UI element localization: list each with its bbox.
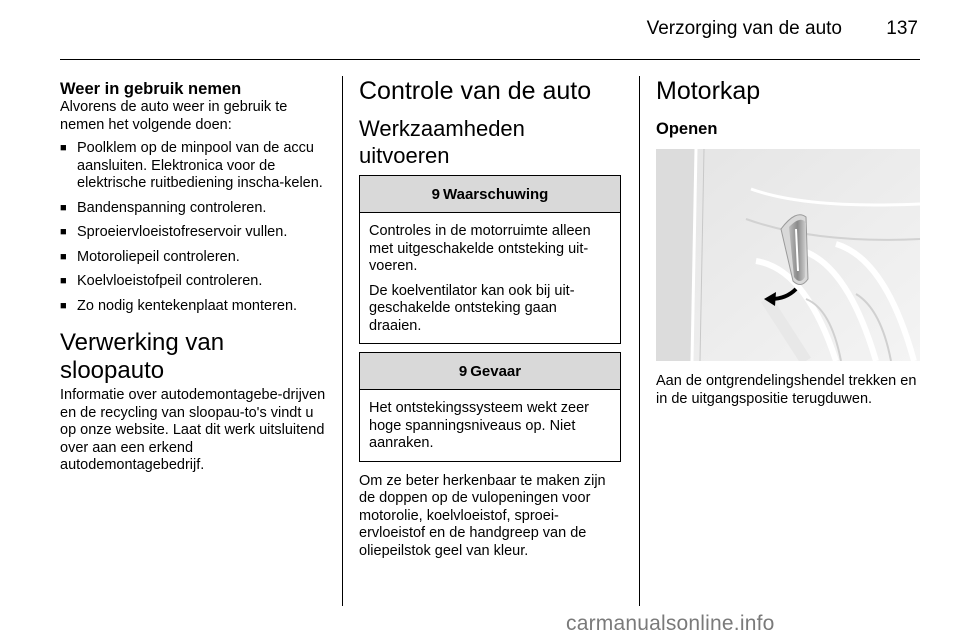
- page-number: 137: [886, 18, 918, 39]
- warning-body: [360, 213, 620, 343]
- hood-release-lever-illustration: [656, 149, 920, 361]
- column-divider-2: [639, 76, 640, 606]
- danger-icon: 9: [458, 362, 468, 380]
- section-heading-reuse: Weer in gebruik nemen: [60, 80, 242, 98]
- list-item: ■ Bandenspanning controleren.: [60, 200, 330, 218]
- list-item: ■ Sproeiervloeistofreservoir vullen.: [60, 224, 330, 242]
- warning-text: Controles in de motorruimte alleen met uitgeschakelde ontsteking uit-voeren.: [369, 223, 591, 274]
- warning-header: [360, 176, 620, 213]
- page-header: [0, 0, 960, 60]
- checklist: [60, 140, 330, 315]
- header-rule: [60, 59, 920, 60]
- danger-text: Het ontstekingssysteem wekt zeer hoge spanningsniveaus op. Niet aanraken.: [369, 400, 590, 451]
- danger-title: Gevaar: [470, 362, 522, 380]
- sub-heading: Werkzaamheden uitvoeren: [359, 116, 525, 168]
- chapter-heading: Controle van de auto: [359, 77, 592, 105]
- column-divider-1: [342, 76, 343, 606]
- list-item: ■ Poolklem op de minpool van de accu aansluiten. Elektronica voor de elektrische ruitbediening inscha-kelen.: [60, 140, 330, 193]
- header-title: Verzorging van de auto: [646, 18, 842, 39]
- list-item: ■ Koelvloeistofpeil controleren.: [60, 273, 330, 291]
- watermark: carmanualsonline.info: [566, 612, 775, 635]
- body-text: Om ze beter herkenbaar te maken zijn de doppen op de vulopeningen voor motorolie, koelvloeistof, sproei-ervloeistof en de handgreep van de oliepeilstok geel van kleur.: [359, 472, 606, 559]
- danger-box: [359, 352, 621, 462]
- section-heading-scrap: Verwerking van sloopauto: [60, 329, 225, 384]
- column-middle: [359, 76, 622, 560]
- danger-header: [360, 353, 620, 390]
- column-right: [656, 76, 920, 408]
- warning-box: [359, 175, 621, 344]
- column-left: [60, 76, 330, 475]
- section-body-scrap: Informatie over autodemontagebe-drijven en de recycling van sloopau-to's vindt u op onze website. Laat dit werk uitsluitend over aan een erkend autodemontagebedrijf.: [60, 387, 326, 473]
- danger-body: [360, 390, 620, 461]
- warning-title: Waarschuwing: [443, 185, 549, 203]
- list-item: ■ Zo nodig kentekenplaat monteren.: [60, 298, 330, 316]
- sub-heading-open: Openen: [656, 120, 718, 138]
- warning-icon: 9: [431, 185, 441, 203]
- illustration-svg: [656, 149, 920, 361]
- section-heading-hood: Motorkap: [656, 77, 761, 105]
- section-intro: Alvorens de auto weer in gebruik te nemen het volgende doen:: [60, 99, 288, 133]
- warning-text: De koelventilator kan ook bij uit-geschakelde ontsteking gaan draaien.: [369, 282, 575, 334]
- list-item: ■ Motoroliepeil controleren.: [60, 249, 330, 267]
- illustration-caption: Aan de ontgrendelingshendel trekken en in de uitgangspositie terugduwen.: [656, 373, 917, 407]
